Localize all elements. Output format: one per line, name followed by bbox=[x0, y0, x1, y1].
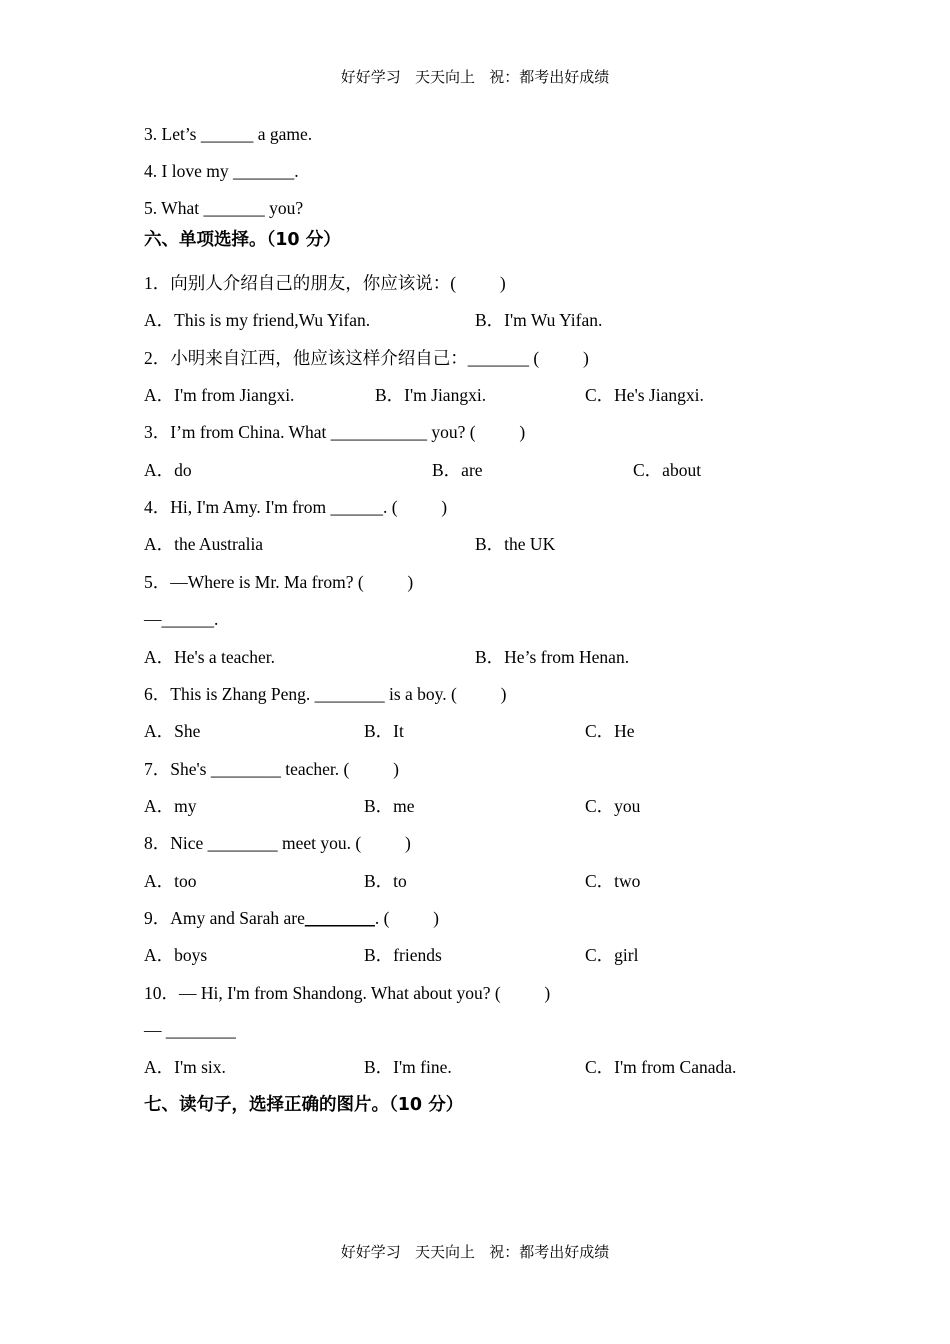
question-5-option-a: A．He's a teacher. bbox=[144, 647, 275, 667]
question-3-option-c: C．about bbox=[633, 460, 702, 480]
question-8-option-a: A．too bbox=[144, 871, 197, 891]
question-8-option-b: B．to bbox=[364, 871, 407, 891]
section-6-title: 六、单项选择。（10 分） bbox=[144, 230, 341, 250]
question-2-option-b: B．I'm Jiangxi. bbox=[375, 385, 487, 405]
question-9-blank: ________ bbox=[304, 908, 375, 928]
question-7-option-a: A．my bbox=[144, 796, 197, 816]
question-7-option-b: B．me bbox=[364, 796, 415, 816]
question-1-stem: 1．向别人介绍自己的朋友，你应该说：( ) bbox=[144, 273, 506, 293]
question-4-option-b: B．the UK bbox=[475, 534, 556, 554]
question-6-option-c: C．He bbox=[585, 721, 635, 741]
question-9-option-b: B．friends bbox=[364, 945, 442, 965]
question-4-stem: 4．Hi, I'm Amy. I'm from ______. ( ) bbox=[144, 497, 448, 517]
question-10-answer-line: — ________ bbox=[144, 1020, 236, 1040]
question-10-option-c: C．I'm from Canada. bbox=[585, 1057, 737, 1077]
question-7-option-c: C．you bbox=[585, 796, 641, 816]
question-3-option-a: A．do bbox=[144, 460, 192, 480]
question-1-option-b: B．I'm Wu Yifan. bbox=[475, 310, 603, 330]
question-10-stem: 10．— Hi, I'm from Shandong. What about you? ( ) bbox=[144, 983, 551, 1003]
page-header: 好好学习 天天向上 祝：都考出好成绩 bbox=[340, 68, 610, 86]
question-9-option-a: A．boys bbox=[144, 945, 208, 965]
question-8-option-c: C．two bbox=[585, 871, 641, 891]
question-9-stem bbox=[144, 906, 439, 930]
question-5-option-b: B．He’s from Henan. bbox=[475, 647, 630, 667]
question-3-option-b: B．are bbox=[432, 460, 483, 480]
fill-blank-3: 3. Let’s ______ a game. bbox=[144, 124, 313, 144]
question-10-option-a: A．I'm six. bbox=[144, 1057, 226, 1077]
question-9-stem-start: 9．Amy and Sarah are bbox=[144, 908, 305, 928]
question-6-option-b: B．It bbox=[364, 721, 404, 741]
question-2-option-c: C．He's Jiangxi. bbox=[585, 385, 704, 405]
question-6-option-a: A．She bbox=[144, 721, 201, 741]
question-8-stem: 8．Nice ________ meet you. ( ) bbox=[144, 833, 411, 853]
question-6-stem: 6．This is Zhang Peng. ________ is a boy. ( ) bbox=[144, 684, 507, 704]
question-1-option-a: A．This is my friend,Wu Yifan. bbox=[144, 310, 371, 330]
question-2-option-a: A．I'm from Jiangxi. bbox=[144, 385, 295, 405]
question-9-stem-end: . ( ) bbox=[374, 908, 440, 928]
section-7-title: 七、读句子，选择正确的图片。（10 分） bbox=[144, 1095, 464, 1115]
question-9-option-c: C．girl bbox=[585, 945, 639, 965]
fill-blank-5: 5. What _______ you? bbox=[144, 198, 304, 218]
page-footer: 好好学习 天天向上 祝：都考出好成绩 bbox=[340, 1243, 610, 1261]
fill-blank-4: 4. I love my _______. bbox=[144, 161, 299, 181]
question-5-stem: 5．—Where is Mr. Ma from? ( ) bbox=[144, 572, 414, 592]
question-5-answer-line: —______. bbox=[144, 609, 219, 629]
question-4-option-a: A．the Australia bbox=[144, 534, 264, 554]
question-2-stem: 2．小明来自江西，他应该这样介绍自己：_______ ( ) bbox=[144, 348, 589, 368]
question-3-stem: 3．I’m from China. What ___________ you? ( ) bbox=[144, 422, 526, 442]
question-7-stem: 7．She's ________ teacher. ( ) bbox=[144, 759, 399, 779]
question-10-option-b: B．I'm fine. bbox=[364, 1057, 452, 1077]
